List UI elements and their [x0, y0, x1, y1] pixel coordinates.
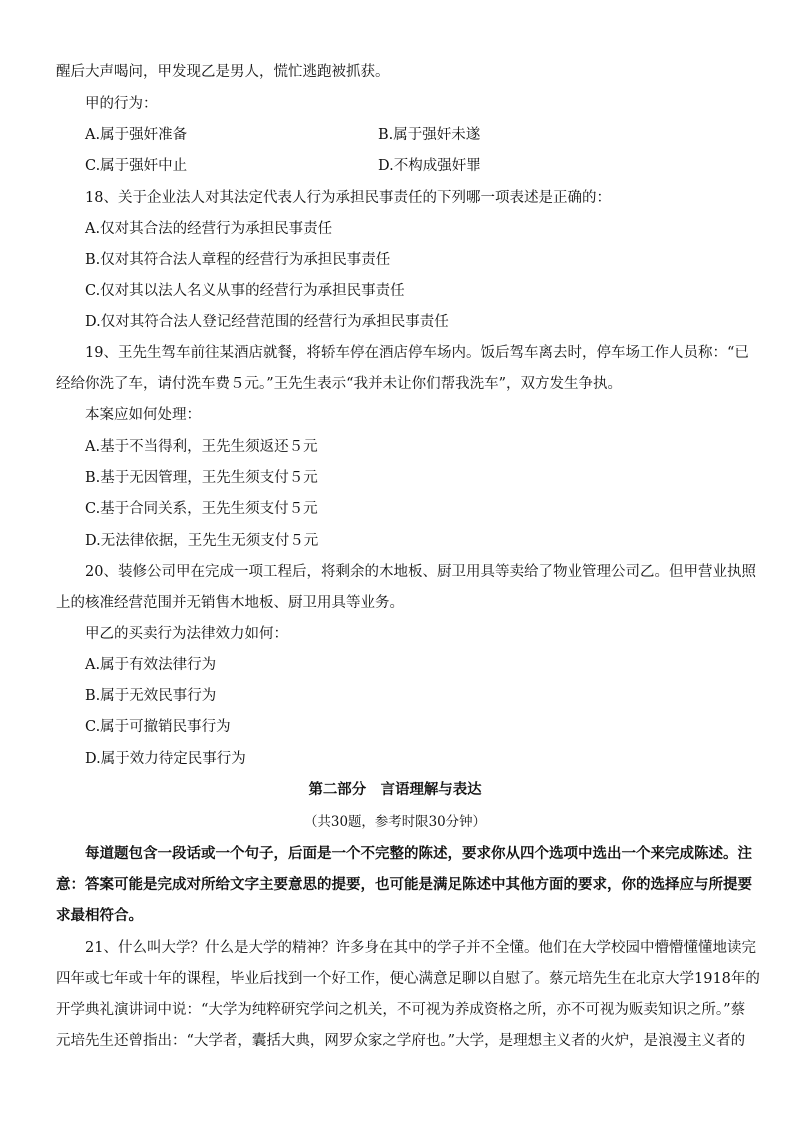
q20-option-c: C.属于可撤销民事行为 [85, 719, 231, 735]
q17-option-a: A.属于强奸准备 [85, 127, 188, 143]
q20-option-a: A.属于有效法律行为 [85, 657, 217, 673]
q19-option-a: A.基于不当得利，王先生须返还５元 [85, 439, 318, 455]
q20-stem-line2: 上的核准经营范围并无销售木地板、厨卫用具等业务。 [56, 595, 404, 611]
q21-line3: 开学典礼演讲词中说：“大学为纯粹研究学问之机关，不可视为养成资格之所，亦不可视为贩卖知识之所。”蔡 [56, 1002, 746, 1018]
q21-line4: 元培先生还曾指出：“大学者，囊括大典，网罗众家之学府也。”大学，是理想主义者的火炉，是浪漫主义者的 [56, 1033, 746, 1049]
q21-line2: 四年或七年或十年的课程，毕业后找到一个好工作，便心满意足聊以自慰了。蔡元培先生在北京大学1918年的 [56, 971, 760, 987]
q20-option-b: B.属于无效民事行为 [85, 688, 217, 704]
q18-option-c: C.仅对其以法人名义从事的经营行为承担民事责任 [85, 283, 405, 299]
q18-option-b: B.仅对其符合法人章程的经营行为承担民事责任 [85, 252, 391, 268]
q19-prompt: 本案应如何处理： [85, 407, 201, 423]
instruction-line2: 意：答案可能是完成对所给文字主要意思的提要，也可能是满足陈述中其他方面的要求，你的选择应与所提要 [56, 876, 752, 893]
section-subtitle: （共30题，参考时限30分钟） [304, 814, 486, 830]
q19-stem-line1: 19、王先生驾车前往某酒店就餐，将轿车停在酒店停车场内。饭后驾车离去时，停车场工作人员称：“已 [85, 345, 749, 361]
q17-option-b: B.属于强奸未遂 [378, 127, 481, 143]
q17-option-c: C.属于强奸中止 [85, 158, 188, 174]
q17-option-d: D.不构成强奸罪 [378, 158, 481, 174]
q20-prompt: 甲乙的买卖行为法律效力如何： [85, 626, 288, 642]
q18-stem: 18、关于企业法人对其法定代表人行为承担民事责任的下列哪一项表述是正确的： [85, 190, 611, 206]
q18-option-d: D.仅对其符合法人登记经营范围的经营行为承担民事责任 [85, 314, 449, 330]
q19-option-d: D.无法律依据，王先生无须支付５元 [85, 533, 319, 549]
instruction-line1: 每道题包含一段话或一个句子，后面是一个不完整的陈述，要求你从四个选项中选出一个来完成陈述。注 [85, 845, 752, 862]
q17-stem-tail: 醒后大声喝问，甲发现乙是男人，慌忙逃跑被抓获。 [56, 64, 390, 80]
q21-line1: 21、什么叫大学？什么是大学的精神？许多身在其中的学子并不全懂。他们在大学校园中懵懵懂懂地读完 [85, 940, 756, 956]
q18-option-a: A.仅对其合法的经营行为承担民事责任 [85, 221, 333, 237]
q17-prompt: 甲的行为： [85, 96, 158, 112]
q19-option-c: C.基于合同关系，王先生须支付５元 [85, 501, 318, 517]
q20-stem-line1: 20、装修公司甲在完成一项工程后，将剩余的木地板、厨卫用具等卖给了物业管理公司乙。但甲营业执照 [85, 564, 756, 580]
instruction-line3: 求最相符合。 [56, 907, 143, 924]
section-title: 第二部分 言语理解与表达 [308, 781, 482, 798]
q19-stem-line2: 经给你洗了车，请付洗车费５元。”王先生表示“我并未让你们帮我洗车”，双方发生争执。 [56, 376, 622, 392]
q20-option-d: D.属于效力待定民事行为 [85, 751, 246, 767]
q19-option-b: B.基于无因管理，王先生须支付５元 [85, 470, 318, 486]
